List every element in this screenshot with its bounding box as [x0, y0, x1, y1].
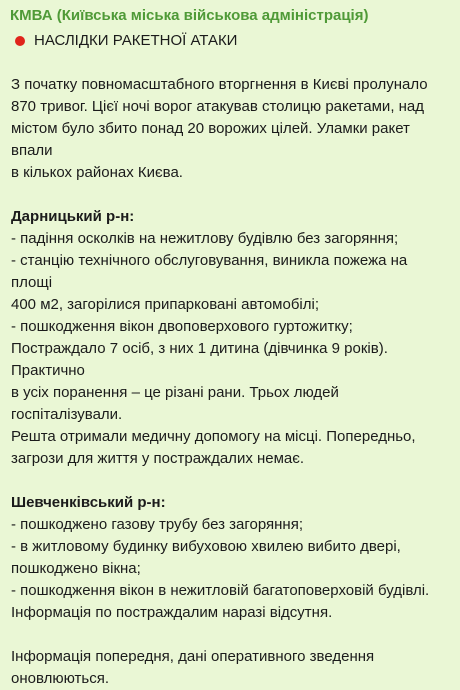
headline-text: НАСЛІДКИ РАКЕТНОЇ АТАКИ: [34, 32, 238, 49]
section-line: Решта отримали медичну допомогу на місці. Попередньо,: [11, 428, 416, 445]
intro-line: містом було збито понад 20 ворожих цілей. Уламки ракет впали: [11, 120, 410, 159]
spacer: [11, 624, 450, 646]
intro-line: в кількох районах Києва.: [11, 164, 183, 181]
shevchenkivskyi-section: [11, 492, 450, 624]
spacer: [11, 52, 450, 74]
section-line: в усіх поранення – це різані рани. Трьох людей госпіталізували.: [11, 384, 339, 423]
section-line: Інформація по постраждалим наразі відсутня.: [11, 604, 333, 621]
section-line: - в житловому будинку вибуховою хвилею вибито двері,: [11, 538, 401, 555]
footer-line: Інформація попередня, дані оперативного зведення: [11, 648, 375, 665]
intro-line: З початку повномасштабного вторгнення в Києві пролунало: [11, 76, 428, 93]
darnytskyi-section: [11, 206, 450, 470]
section-line: - станцію технічного обслуговування, виникла пожежа на площі: [11, 252, 408, 291]
spacer: [11, 184, 450, 206]
intro-paragraph: [11, 74, 450, 184]
section-line: Постраждало 7 осіб, з них 1 дитина (дівчинка 9 років). Практично: [11, 340, 388, 379]
footer-note: [11, 646, 450, 690]
section-line: - пошкодження вікон в нежитловій багатоповерховій будівлі.: [11, 582, 430, 599]
section-title: Дарницький р-н:: [11, 208, 135, 225]
section-line: 400 м2, загорілися припарковані автомобілі;: [11, 296, 319, 313]
section-line: - падіння осколків на нежитлову будівлю без загоряння;: [11, 230, 399, 247]
section-line: загрози для життя у постраждалих немає.: [11, 450, 305, 467]
section-title: Шевченківський р-н:: [11, 494, 166, 511]
sender-name[interactable]: КМВА (Київська міська військова адміністрація): [10, 7, 369, 24]
red-circle-icon: [15, 36, 25, 46]
headline: [12, 30, 450, 52]
intro-line: 870 тривог. Цієї ночі ворог атакував столицю ракетами, над: [11, 98, 425, 115]
section-line: пошкоджено вікна;: [11, 560, 141, 577]
section-line: - пошкодження вікон двоповерхового гуртожитку;: [11, 318, 353, 335]
spacer: [11, 470, 450, 492]
section-line: - пошкоджено газову трубу без загоряння;: [11, 516, 303, 533]
message-text: [11, 52, 450, 690]
footer-line: оновлюються.: [11, 670, 109, 687]
